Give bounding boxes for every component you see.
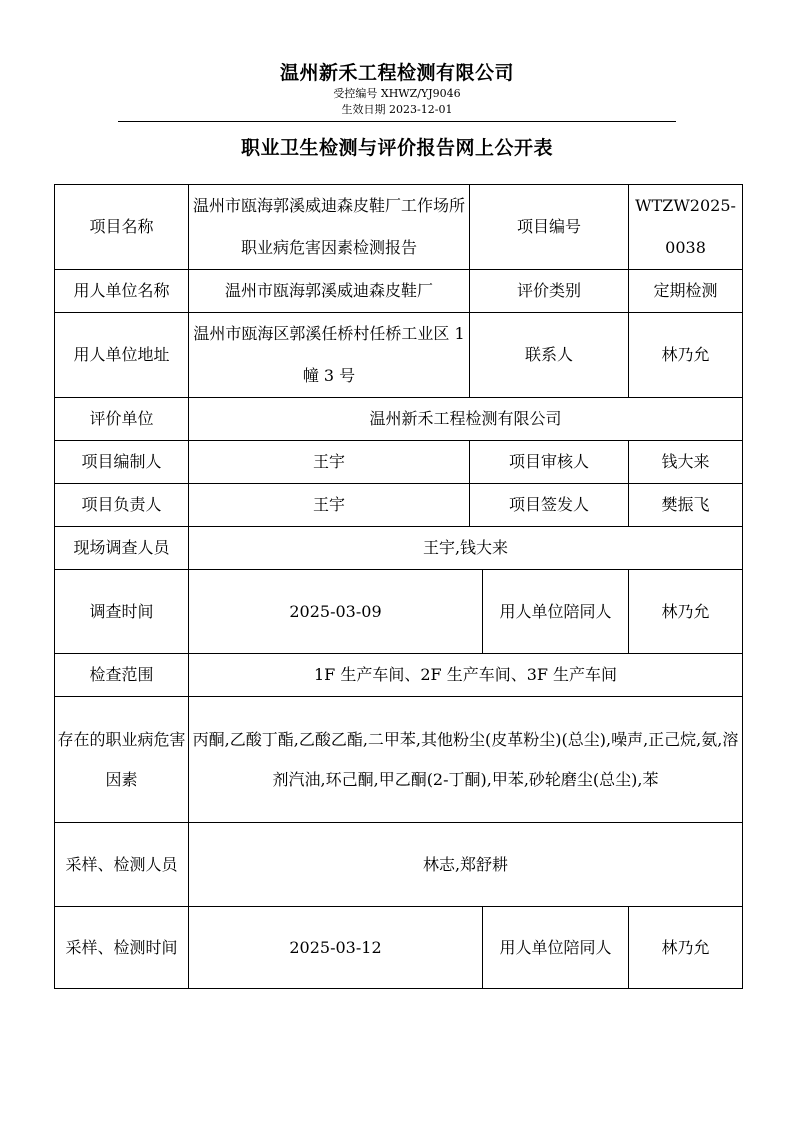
- disclosure-form-table: [54, 184, 743, 989]
- employer-name-value: 温州市瓯海郭溪威迪森皮鞋厂: [189, 270, 470, 313]
- table-row: [55, 823, 743, 907]
- sampling-staff-label: 采样、检测人员: [55, 823, 189, 907]
- accompany-label-1: 用人单位陪同人: [483, 570, 629, 654]
- eval-type-label: 评价类别: [470, 270, 629, 313]
- leader-value: 王宇: [189, 484, 470, 527]
- effective-date: 生效日期 2023-12-01: [341, 103, 453, 116]
- table-row: [55, 313, 743, 398]
- accompany-value-2: 林乃允: [629, 907, 743, 989]
- table-row: [55, 484, 743, 527]
- project-name-label: 项目名称: [55, 185, 189, 270]
- issuer-value: 樊振飞: [629, 484, 743, 527]
- sampling-time-value: 2025-03-12: [189, 907, 483, 989]
- leader-label: 项目负责人: [55, 484, 189, 527]
- table-row: [55, 697, 743, 823]
- project-no-value: WTZW2025-0038: [629, 185, 743, 270]
- sampling-time-label: 采样、检测时间: [55, 907, 189, 989]
- document-title: 职业卫生检测与评价报告网上公开表: [240, 137, 553, 159]
- hazards-value: 丙酮,乙酸丁酯,乙酸乙酯,二甲苯,其他粉尘(皮革粉尘)(总尘),噪声,正己烷,氨,溶剂汽油,环己酮,甲乙酮(2-丁酮),甲苯,砂轮磨尘(总尘),苯: [189, 697, 743, 823]
- project-name-value: 温州市瓯海郭溪威迪森皮鞋厂工作场所职业病危害因素检测报告: [189, 185, 470, 270]
- table-row: [55, 270, 743, 313]
- project-no-label: 项目编号: [470, 185, 629, 270]
- table-row: [55, 398, 743, 441]
- table-row: [55, 527, 743, 570]
- survey-staff-label: 现场调查人员: [55, 527, 189, 570]
- eval-unit-value: 温州新禾工程检测有限公司: [189, 398, 743, 441]
- reviewer-label: 项目审核人: [470, 441, 629, 484]
- table-row: [55, 441, 743, 484]
- employer-name-label: 用人单位名称: [55, 270, 189, 313]
- header-divider: [118, 121, 676, 122]
- compiler-label: 项目编制人: [55, 441, 189, 484]
- survey-time-label: 调查时间: [55, 570, 189, 654]
- compiler-value: 王宇: [189, 441, 470, 484]
- scope-value: 1F 生产车间、2F 生产车间、3F 生产车间: [189, 654, 743, 697]
- contact-value: 林乃允: [629, 313, 743, 398]
- table-row: [55, 185, 743, 270]
- survey-time-value: 2025-03-09: [189, 570, 483, 654]
- accompany-value-1: 林乃允: [629, 570, 743, 654]
- accompany-label-2: 用人单位陪同人: [483, 907, 629, 989]
- eval-type-value: 定期检测: [629, 270, 743, 313]
- employer-address-value: 温州市瓯海区郭溪任桥村任桥工业区 1 幢 3 号: [189, 313, 470, 398]
- table-row: [55, 654, 743, 697]
- sampling-staff-value: 林志,郑舒耕: [189, 823, 743, 907]
- survey-staff-value: 王宇,钱大来: [189, 527, 743, 570]
- control-number: 受控编号 XHWZ/YJ9046: [333, 87, 461, 100]
- company-name: 温州新禾工程检测有限公司: [279, 62, 514, 84]
- table-row: [55, 907, 743, 989]
- contact-label: 联系人: [470, 313, 629, 398]
- issuer-label: 项目签发人: [470, 484, 629, 527]
- hazards-label: 存在的职业病危害因素: [55, 697, 189, 823]
- scope-label: 检查范围: [55, 654, 189, 697]
- eval-unit-label: 评价单位: [55, 398, 189, 441]
- table-row: [55, 570, 743, 654]
- employer-address-label: 用人单位地址: [55, 313, 189, 398]
- reviewer-value: 钱大来: [629, 441, 743, 484]
